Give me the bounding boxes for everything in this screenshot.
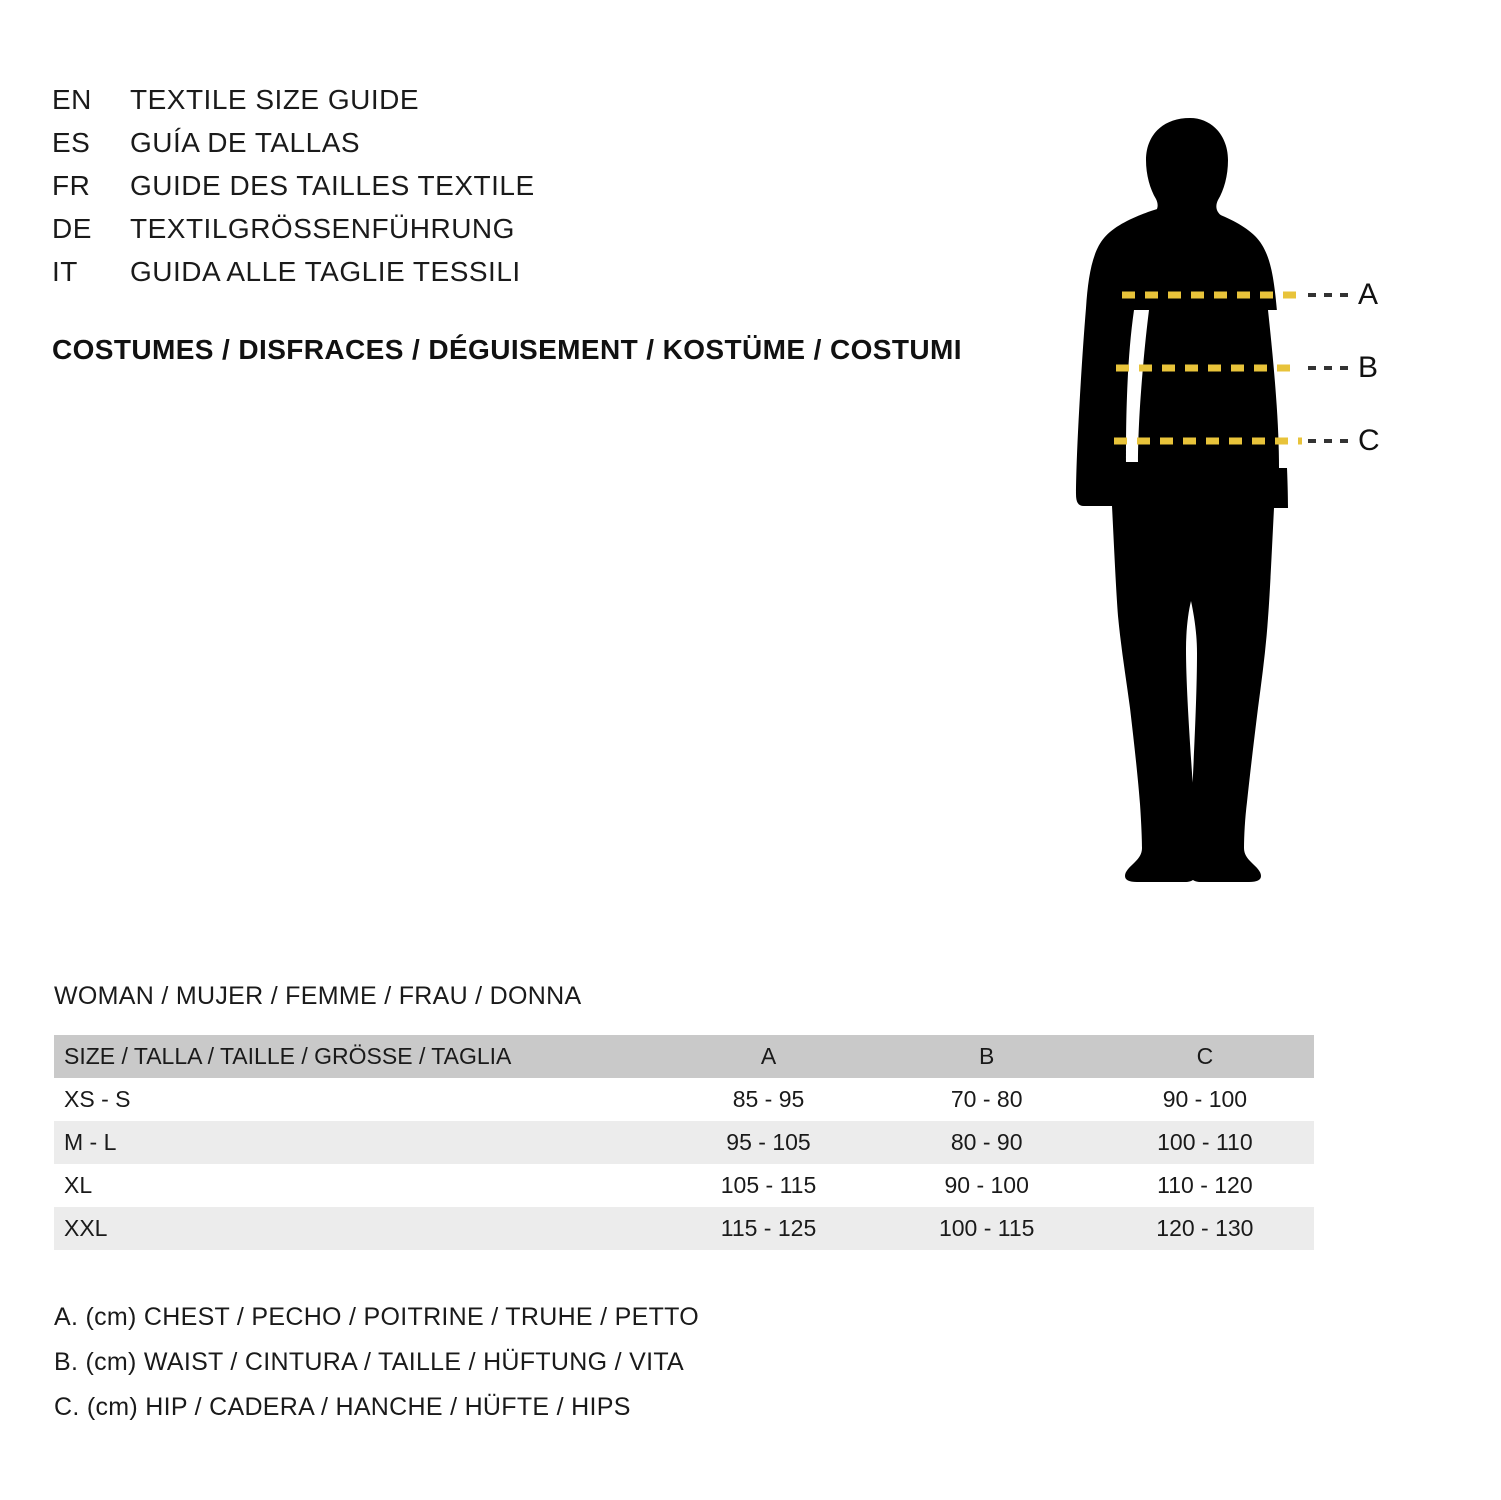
cell-a: 105 - 115 bbox=[720, 1172, 817, 1198]
cell-c: 120 - 130 bbox=[1156, 1215, 1254, 1241]
table-row bbox=[54, 1207, 1314, 1250]
language-text-it: GUIDA ALLE TAGLIE TESSILI bbox=[130, 256, 521, 287]
language-row-de bbox=[52, 207, 812, 250]
cell-a: 85 - 95 bbox=[732, 1086, 805, 1112]
language-text-es: GUÍA DE TALLAS bbox=[130, 127, 361, 158]
table-header-row bbox=[54, 1035, 1314, 1078]
marker-label-a: A bbox=[1358, 278, 1379, 311]
table-row bbox=[54, 1121, 1314, 1164]
measurement-legend bbox=[54, 1295, 699, 1430]
cell-c: 90 - 100 bbox=[1162, 1086, 1248, 1112]
table-row bbox=[54, 1078, 1314, 1121]
cell-a: 115 - 125 bbox=[720, 1215, 817, 1241]
female-silhouette-figure bbox=[1030, 60, 1450, 940]
cell-size: XXL bbox=[64, 1215, 108, 1241]
cell-size: XS - S bbox=[64, 1086, 131, 1112]
language-row-es bbox=[52, 121, 812, 164]
cell-size: M - L bbox=[64, 1129, 117, 1155]
language-text-en: TEXTILE SIZE GUIDE bbox=[130, 84, 420, 115]
language-list bbox=[52, 78, 812, 293]
cell-b: 70 - 80 bbox=[950, 1086, 1023, 1112]
size-table-body bbox=[54, 1078, 1314, 1250]
size-table-header bbox=[54, 1035, 1314, 1078]
language-text-de: TEXTILGRÖSSENFÜHRUNG bbox=[130, 213, 515, 244]
silhouette-icon bbox=[1030, 60, 1450, 940]
table-caption: WOMAN / MUJER / FEMME / FRAU / DONNA bbox=[54, 982, 582, 1010]
column-header-c: C bbox=[1196, 1043, 1214, 1069]
cell-b: 100 - 115 bbox=[938, 1215, 1035, 1241]
language-row-en bbox=[52, 78, 812, 121]
column-header-a: A bbox=[760, 1043, 777, 1069]
legend-line-b: B. (cm) WAIST / CINTURA / TAILLE / HÜFTUNG / VITA bbox=[54, 1348, 685, 1376]
size-table bbox=[54, 1035, 1314, 1250]
table-row bbox=[54, 1164, 1314, 1207]
language-row-fr bbox=[52, 164, 812, 207]
marker-label-c: C bbox=[1358, 424, 1380, 457]
category-title: COSTUMES / DISFRACES / DÉGUISEMENT / KOSTÜME / COSTUMI bbox=[52, 334, 962, 365]
language-code-es: ES bbox=[52, 127, 91, 158]
cell-b: 80 - 90 bbox=[950, 1129, 1023, 1155]
language-row-it bbox=[52, 250, 812, 293]
legend-line-a: A. (cm) CHEST / PECHO / POITRINE / TRUHE / PETTO bbox=[54, 1303, 700, 1331]
cell-size: XL bbox=[64, 1172, 93, 1198]
marker-label-b: B bbox=[1358, 351, 1379, 384]
language-text-fr: GUIDE DES TAILLES TEXTILE bbox=[130, 170, 535, 201]
cell-a: 95 - 105 bbox=[726, 1129, 811, 1155]
column-header-size: SIZE / TALLA / TAILLE / GRÖSSE / TAGLIA bbox=[64, 1043, 512, 1069]
language-code-en: EN bbox=[52, 84, 92, 115]
cell-c: 110 - 120 bbox=[1157, 1172, 1253, 1198]
language-code-de: DE bbox=[52, 213, 92, 244]
cell-b: 90 - 100 bbox=[944, 1172, 1029, 1198]
cell-c: 100 - 110 bbox=[1157, 1129, 1253, 1155]
language-code-fr: FR bbox=[52, 170, 91, 201]
column-header-b: B bbox=[979, 1043, 995, 1069]
legend-line-c: C. (cm) HIP / CADERA / HANCHE / HÜFTE / HIPS bbox=[54, 1393, 631, 1421]
language-code-it: IT bbox=[52, 256, 78, 287]
